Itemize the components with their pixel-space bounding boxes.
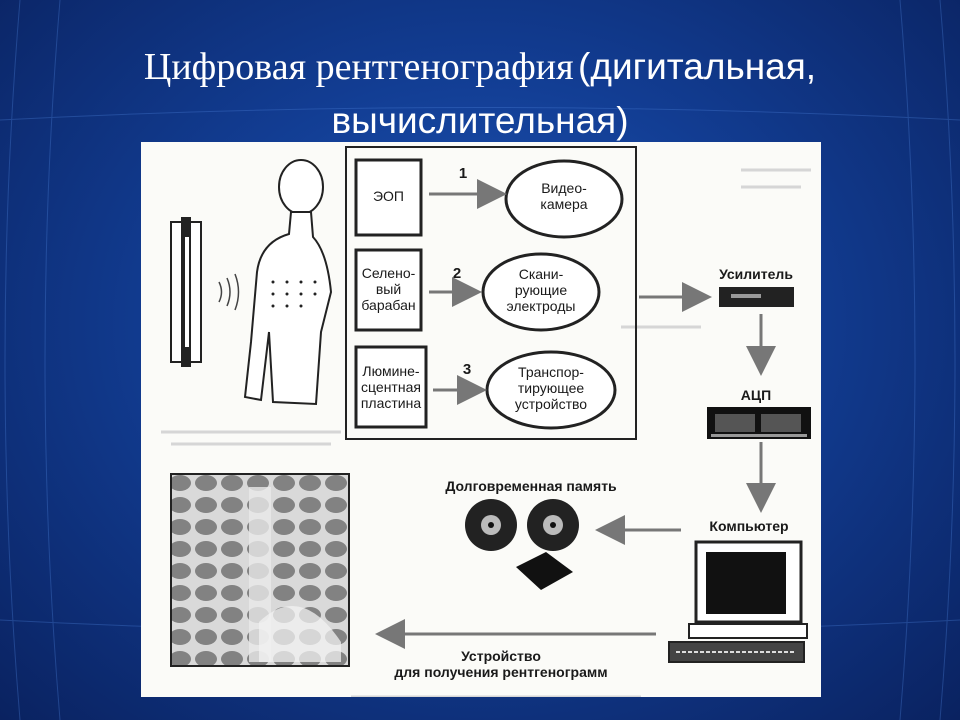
slide-title <box>0 44 960 144</box>
eop-label: ЭОП <box>372 188 404 204</box>
amplifier-device <box>719 287 794 307</box>
phosphor-plate-label: Люмине- сцентная пластина <box>360 363 422 411</box>
digital-radiography-diagram <box>141 142 821 697</box>
title-paren: (дигитальная, <box>578 46 817 87</box>
route-number-1: 1 <box>458 165 468 182</box>
diagram-drawing <box>141 142 821 697</box>
route-number-3: 3 <box>462 361 472 378</box>
scanning-electrodes-label: Скани- рующие электроды <box>506 266 576 314</box>
xray-waves <box>219 274 239 310</box>
computer-device <box>669 542 807 662</box>
memory-label: Долговременная память <box>445 478 617 494</box>
title-second-line: вычислительная) <box>331 100 629 141</box>
storage-disks <box>465 499 579 590</box>
transport-device-label: Транспор- тирующее устройство <box>514 364 588 412</box>
detector-plate <box>171 217 201 367</box>
computer-label: Компьютер <box>709 518 789 534</box>
chest-xray-image <box>171 474 349 666</box>
route-number-2: 2 <box>452 265 462 282</box>
video-camera-label: Видео- камера <box>540 180 588 212</box>
adc-device <box>707 407 811 439</box>
amplifier-label: Усилитель <box>719 266 793 282</box>
selenium-drum-label: Селено- вый барабан <box>361 265 416 313</box>
adc-label: АЦП <box>740 387 772 403</box>
output-device-label: Устройство для получения рентгенограмм <box>394 648 608 680</box>
title-main: Цифровая рентгенография <box>143 46 574 88</box>
